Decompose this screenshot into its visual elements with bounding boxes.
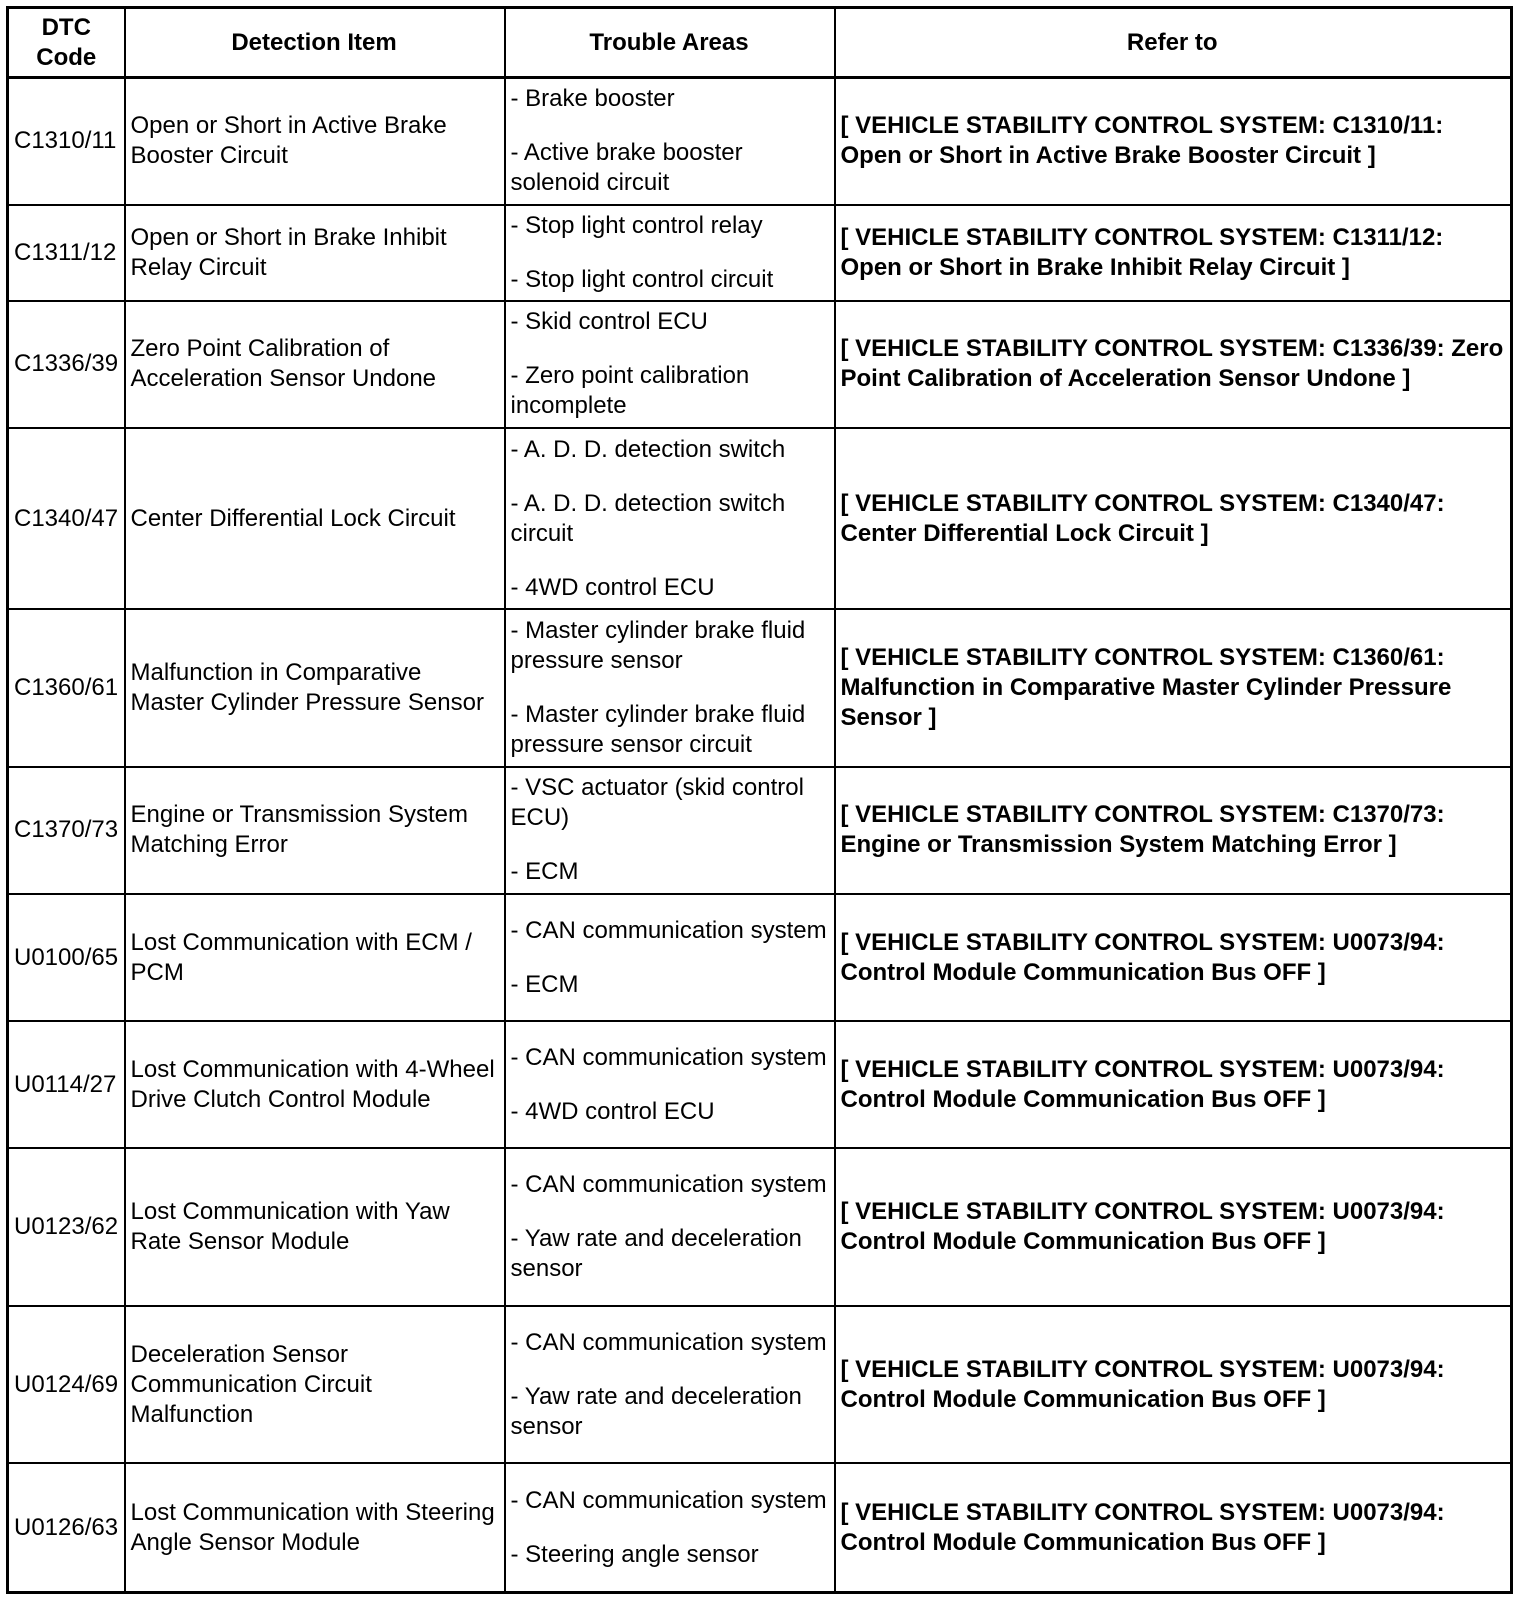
detection-item: Center Differential Lock Circuit (125, 428, 505, 610)
detection-item: Lost Communication with Yaw Rate Sensor Module (125, 1148, 505, 1305)
detection-item: Lost Communication with Steering Angle Sensor Module (125, 1463, 505, 1592)
trouble-area-item: - A. D. D. detection switch (510, 435, 786, 463)
trouble-areas (505, 78, 835, 205)
refer-to-link[interactable]: [ VEHICLE STABILITY CONTROL SYSTEM: C1370/73: Engine or Transmission System Matching Error ] (835, 767, 1512, 894)
header-refer-to: Refer to (835, 8, 1512, 78)
trouble-area-item: - Stop light control relay (510, 211, 763, 239)
detection-item: Deceleration Sensor Communication Circuit Malfunction (125, 1306, 505, 1463)
table-row (8, 301, 1512, 428)
refer-to-link[interactable]: [ VEHICLE STABILITY CONTROL SYSTEM: U0073/94: Control Module Communication Bus OFF ] (835, 1021, 1512, 1148)
detection-item: Lost Communication with 4-Wheel Drive Clutch Control Module (125, 1021, 505, 1148)
header-row (8, 8, 1512, 78)
trouble-area-item: - Zero point calibration incomplete (510, 362, 750, 420)
refer-to-link[interactable]: [ VEHICLE STABILITY CONTROL SYSTEM: C1311/12: Open or Short in Brake Inhibit Relay Circuit ] (835, 205, 1512, 301)
trouble-area-item: - Master cylinder brake fluid pressure sensor (510, 617, 806, 675)
trouble-areas (505, 1021, 835, 1148)
header-detection-item: Detection Item (125, 8, 505, 78)
table-row (8, 1463, 1512, 1592)
table-row (8, 1021, 1512, 1148)
trouble-areas (505, 428, 835, 610)
trouble-area-item: - CAN communication system (510, 1486, 827, 1514)
detection-item: Open or Short in Brake Inhibit Relay Circuit (125, 205, 505, 301)
refer-to-link[interactable]: [ VEHICLE STABILITY CONTROL SYSTEM: C1336/39: Zero Point Calibration of Acceleration Sensor Undone ] (835, 301, 1512, 428)
trouble-areas (505, 1148, 835, 1305)
header-trouble-areas: Trouble Areas (505, 8, 835, 78)
trouble-areas (505, 205, 835, 301)
trouble-area-item: - CAN communication system (510, 1171, 827, 1199)
dtc-code: U0114/27 (8, 1021, 125, 1148)
dtc-code: C1370/73 (8, 767, 125, 894)
dtc-code: U0100/65 (8, 894, 125, 1021)
table-row (8, 894, 1512, 1021)
trouble-area-item: - Yaw rate and deceleration sensor (510, 1382, 802, 1440)
refer-to-link[interactable]: [ VEHICLE STABILITY CONTROL SYSTEM: U0073/94: Control Module Communication Bus OFF ] (835, 894, 1512, 1021)
trouble-area-item: - Steering angle sensor (510, 1540, 759, 1568)
trouble-area-item: - Stop light control circuit (510, 265, 774, 293)
dtc-code: U0126/63 (8, 1463, 125, 1592)
table-row (8, 205, 1512, 301)
detection-item: Engine or Transmission System Matching Error (125, 767, 505, 894)
trouble-area-item: - Skid control ECU (510, 308, 708, 336)
table-row (8, 767, 1512, 894)
detection-item: Zero Point Calibration of Acceleration Sensor Undone (125, 301, 505, 428)
trouble-areas (505, 1306, 835, 1463)
table-row (8, 609, 1512, 766)
trouble-area-item: - Brake booster (510, 85, 675, 113)
table-row (8, 1306, 1512, 1463)
refer-to-link[interactable]: [ VEHICLE STABILITY CONTROL SYSTEM: U0073/94: Control Module Communication Bus OFF ] (835, 1463, 1512, 1592)
trouble-area-item: - CAN communication system (510, 1328, 827, 1356)
trouble-area-item: - Master cylinder brake fluid pressure sensor circuit (510, 701, 806, 759)
table-row (8, 1148, 1512, 1305)
dtc-code: C1340/47 (8, 428, 125, 610)
refer-to-link[interactable]: [ VEHICLE STABILITY CONTROL SYSTEM: U0073/94: Control Module Communication Bus OFF ] (835, 1148, 1512, 1305)
trouble-area-item: - 4WD control ECU (510, 1097, 715, 1125)
dtc-code: U0123/62 (8, 1148, 125, 1305)
header-dtc-code: DTC Code (8, 8, 125, 78)
refer-to-link[interactable]: [ VEHICLE STABILITY CONTROL SYSTEM: C1340/47: Center Differential Lock Circuit ] (835, 428, 1512, 610)
dtc-table (6, 6, 1513, 1594)
refer-to-link[interactable]: [ VEHICLE STABILITY CONTROL SYSTEM: C1310/11: Open or Short in Active Brake Booster Circuit ] (835, 78, 1512, 205)
trouble-area-item: - CAN communication system (510, 916, 827, 944)
refer-to-link[interactable]: [ VEHICLE STABILITY CONTROL SYSTEM: C1360/61: Malfunction in Comparative Master Cylinder Pressure Sensor ] (835, 609, 1512, 766)
trouble-area-item: - Active brake booster solenoid circuit (510, 139, 743, 197)
dtc-code: U0124/69 (8, 1306, 125, 1463)
detection-item: Open or Short in Active Brake Booster Circuit (125, 78, 505, 205)
dtc-code: C1336/39 (8, 301, 125, 428)
dtc-code: C1311/12 (8, 205, 125, 301)
refer-to-link[interactable]: [ VEHICLE STABILITY CONTROL SYSTEM: U0073/94: Control Module Communication Bus OFF ] (835, 1306, 1512, 1463)
trouble-areas (505, 301, 835, 428)
detection-item: Malfunction in Comparative Master Cylinder Pressure Sensor (125, 609, 505, 766)
dtc-code: C1310/11 (8, 78, 125, 205)
trouble-area-item: - Yaw rate and deceleration sensor (510, 1225, 802, 1283)
detection-item: Lost Communication with ECM / PCM (125, 894, 505, 1021)
trouble-areas (505, 894, 835, 1021)
trouble-areas (505, 1463, 835, 1592)
trouble-areas (505, 767, 835, 894)
trouble-area-item: - A. D. D. detection switch circuit (510, 489, 786, 547)
trouble-area-item: - ECM (510, 858, 579, 886)
table-row (8, 428, 1512, 610)
trouble-area-item: - 4WD control ECU (510, 573, 715, 601)
trouble-area-item: - CAN communication system (510, 1043, 827, 1071)
dtc-code: C1360/61 (8, 609, 125, 766)
trouble-areas (505, 609, 835, 766)
trouble-area-item: - ECM (510, 970, 579, 998)
trouble-area-item: - VSC actuator (skid control ECU) (510, 774, 804, 832)
table-row (8, 78, 1512, 205)
